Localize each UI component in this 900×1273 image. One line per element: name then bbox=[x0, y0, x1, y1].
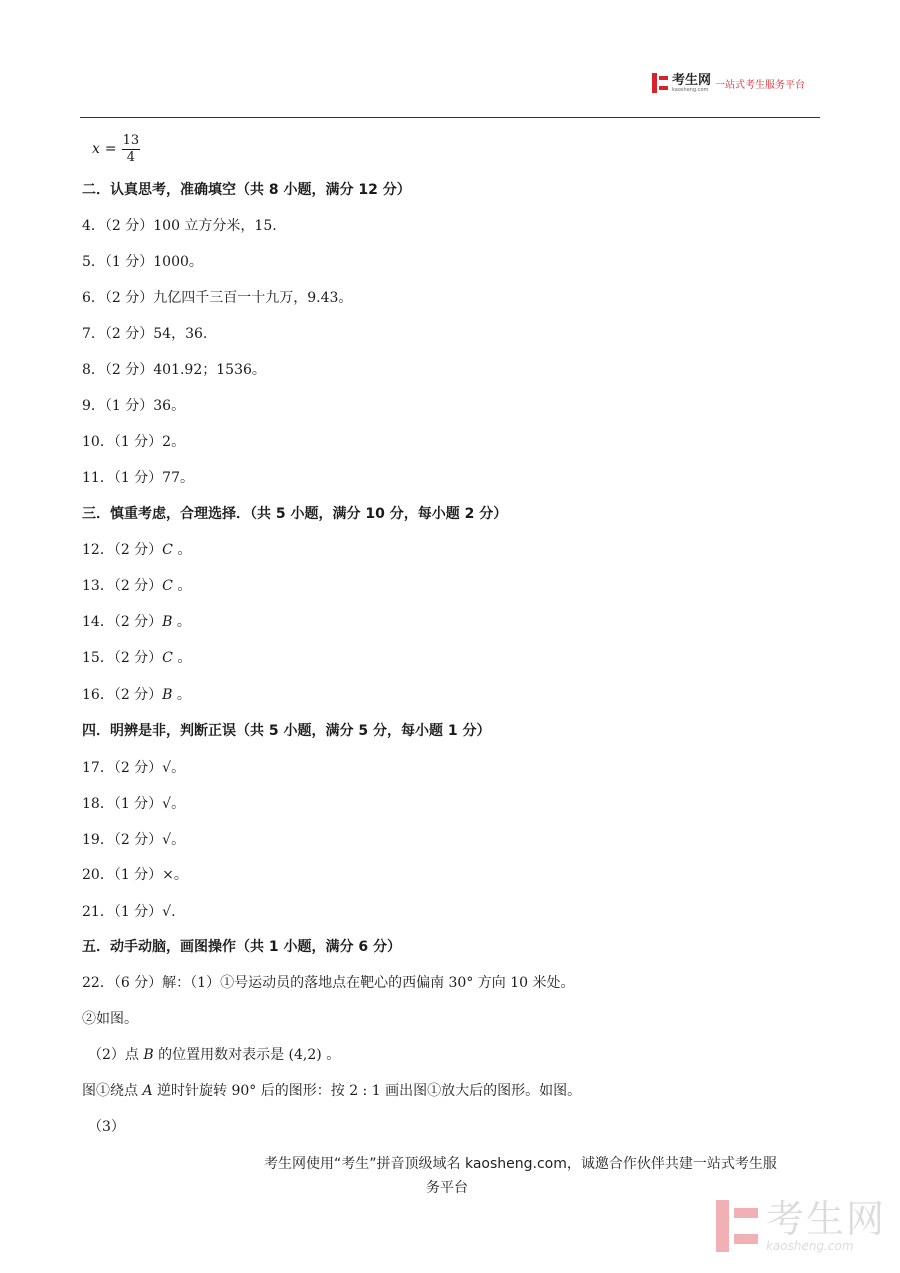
item-prefix: （2）点 bbox=[88, 1047, 144, 1063]
answer-item-18: 18．（1 分）√。 bbox=[82, 796, 186, 812]
answer-item-22: 22．（6 分）解：（1）①号运动员的落地点在靶心的西偏南 30° 方向 10 米处。 bbox=[82, 975, 575, 991]
item-suffix: 逆时针旋转 90° 后的图形：按 2 : 1 画出图①放大后的图形。如图。 bbox=[152, 1083, 582, 1099]
choice-answer: B bbox=[162, 614, 173, 630]
item-prefix: 13．（2 分） bbox=[82, 578, 163, 594]
item-suffix: 。 bbox=[172, 578, 192, 594]
section-heading-4: 四．明辨是非，判断正误（共 5 小题，满分 5 分，每小题 1 分） bbox=[82, 723, 491, 739]
answer-item-14 bbox=[82, 611, 191, 633]
section-heading-2: 二．认真思考，准确填空（共 8 小题，满分 12 分） bbox=[82, 182, 411, 198]
logo-name: 考生网 bbox=[672, 72, 712, 88]
formula-equals: = bbox=[104, 141, 117, 157]
watermark bbox=[716, 1196, 886, 1256]
choice-answer: C bbox=[162, 542, 173, 558]
answer-item-20: 20．（1 分）×。 bbox=[82, 867, 188, 883]
header-logo bbox=[652, 72, 805, 94]
answer-item-15 bbox=[82, 647, 191, 669]
answer-item-16 bbox=[82, 684, 191, 706]
choice-answer: B bbox=[162, 687, 173, 703]
point-label: A bbox=[142, 1083, 153, 1099]
item-prefix: 14．（2 分） bbox=[82, 614, 163, 630]
answer-item-22-rotation bbox=[82, 1080, 581, 1102]
fraction-numerator: 13 bbox=[122, 132, 140, 148]
point-label: B bbox=[143, 1047, 154, 1063]
watermark-name: 考生网 bbox=[766, 1197, 887, 1241]
answer-item-22-part-3: （3） bbox=[88, 1119, 125, 1135]
kaosheng-logo-icon bbox=[652, 73, 668, 93]
answer-item-21: 21．（1 分）√. bbox=[82, 904, 176, 920]
answer-item-6: 6．（2 分）九亿四千三百一十九万，9.43。 bbox=[82, 290, 353, 306]
logo-slogan: 一站式考生服务平台 bbox=[715, 79, 806, 91]
footer-line-1: 考生网使用“考生”拼音顶级域名 kaosheng.com，诚邀合作伙伴共建一站式考生服 bbox=[264, 1156, 777, 1172]
answer-item-11: 11．（1 分）77。 bbox=[82, 470, 194, 486]
answer-item-7: 7．（2 分）54，36. bbox=[82, 326, 208, 342]
answer-formula bbox=[92, 128, 140, 170]
logo-domain: kaosheng.com bbox=[672, 86, 709, 93]
item-prefix: 16．（2 分） bbox=[82, 687, 163, 703]
fraction-denominator: 4 bbox=[126, 149, 136, 165]
answer-item-22-step-2: ②如图。 bbox=[82, 1011, 138, 1027]
footer-line-2: 务平台 bbox=[426, 1180, 468, 1196]
answer-item-17: 17．（2 分）√。 bbox=[82, 760, 186, 776]
watermark-logo-icon bbox=[716, 1200, 758, 1252]
formula-fraction bbox=[122, 133, 141, 166]
item-suffix: 。 bbox=[172, 542, 192, 558]
item-prefix: 15．（2 分） bbox=[82, 650, 163, 666]
choice-answer: C bbox=[162, 650, 173, 666]
item-suffix: 的位置用数对表示是 (4,2) 。 bbox=[153, 1047, 341, 1063]
watermark-domain: kaosheng.com bbox=[766, 1239, 854, 1253]
choice-answer: C bbox=[162, 578, 173, 594]
header-divider bbox=[80, 117, 820, 118]
section-heading-3: 三．慎重考虑，合理选择．（共 5 小题，满分 10 分，每小题 2 分） bbox=[82, 506, 508, 522]
answer-item-12 bbox=[82, 539, 191, 561]
answer-item-10: 10．（1 分）2。 bbox=[82, 434, 186, 450]
answer-item-4: 4．（2 分）100 立方分米，15. bbox=[82, 218, 277, 234]
answer-item-5: 5．（1 分）1000。 bbox=[82, 254, 203, 270]
answer-item-22-part-2 bbox=[88, 1044, 340, 1066]
answer-item-9: 9．（1 分）36。 bbox=[82, 398, 186, 414]
answer-item-13 bbox=[82, 575, 191, 597]
item-prefix: 图①绕点 bbox=[82, 1083, 143, 1099]
item-suffix: 。 bbox=[172, 687, 191, 703]
item-suffix: 。 bbox=[172, 614, 191, 630]
item-suffix: 。 bbox=[172, 650, 192, 666]
item-prefix: 12．（2 分） bbox=[82, 542, 163, 558]
formula-variable: x bbox=[92, 141, 100, 157]
answer-item-8: 8．（2 分）401.92；1536。 bbox=[82, 362, 266, 378]
section-heading-5: 五．动手动脑，画图操作（共 1 小题，满分 6 分） bbox=[82, 939, 401, 955]
footer-promo bbox=[264, 1152, 824, 1200]
answer-item-19: 19．（2 分）√。 bbox=[82, 832, 186, 848]
